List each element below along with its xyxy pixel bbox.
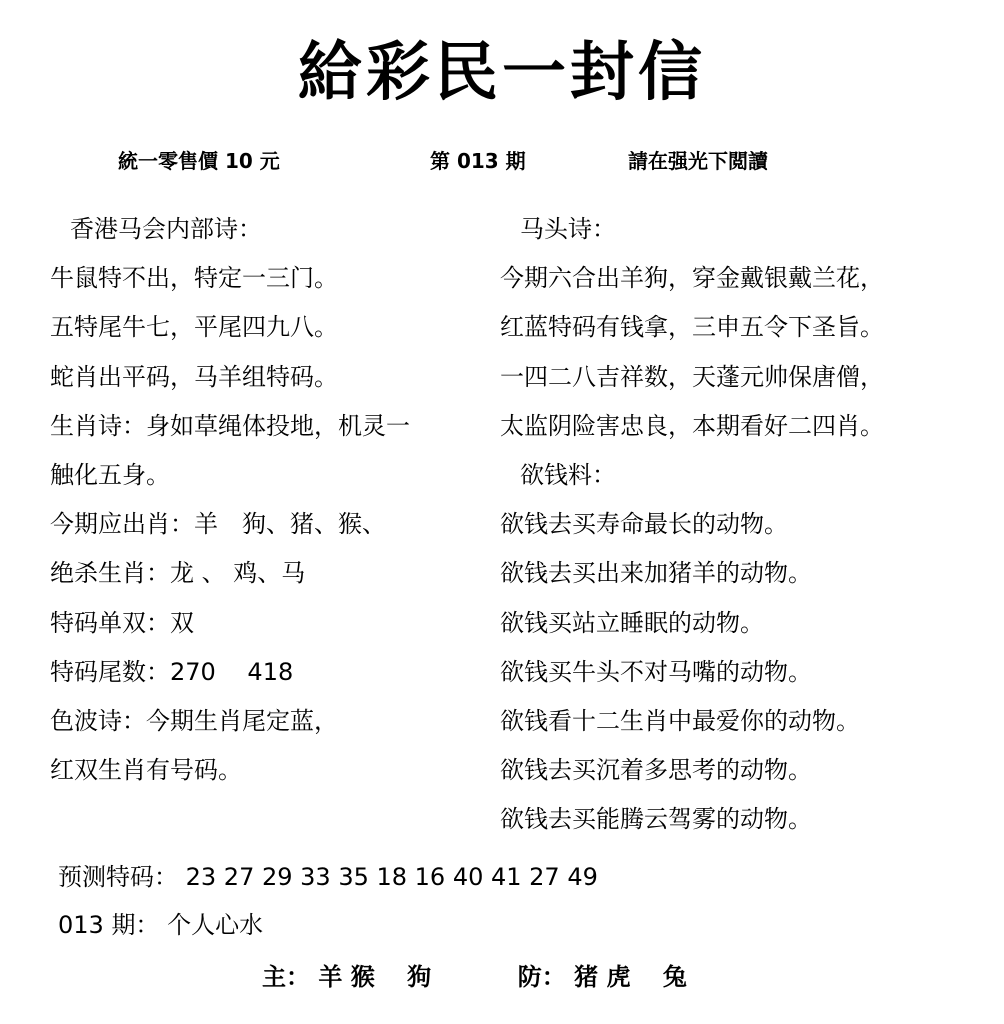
- poem-line: 红蓝特码有钱拿，三申五令下圣旨。: [500, 313, 884, 342]
- right-column: [500, 205, 980, 844]
- main-pick-line: [262, 955, 687, 999]
- forecast-numbers: 23 27 29 33 35 18 16 40 41 27 49: [185, 863, 598, 891]
- right-heading: 马头诗：: [520, 215, 616, 243]
- riddle-line: 欲钱买牛头不对马嘴的动物。: [500, 657, 812, 686]
- left-line: 特码尾数：270 418: [50, 657, 294, 686]
- left-line: 特码单双：双: [50, 608, 194, 637]
- left-column: [50, 205, 490, 795]
- fang-label: 防：: [517, 963, 566, 991]
- price-label: 統一零售價 10 元: [118, 149, 280, 173]
- zhu-label: 主：: [262, 963, 310, 991]
- riddle-line: 欲钱去买寿命最长的动物。: [500, 510, 788, 539]
- left-line: 蛇肖出平码，马羊组特码。: [50, 362, 338, 391]
- left-line: 红双生肖有号码。: [50, 756, 242, 785]
- riddle-line: 欲钱看十二生肖中最爱你的动物。: [500, 706, 860, 735]
- left-heading: 香港马会内部诗：: [70, 215, 262, 243]
- poem-line: 今期六合出羊狗，穿金戴银戴兰花，: [500, 264, 884, 293]
- reading-note: 請在强光下閲讀: [628, 149, 768, 173]
- right-heading-2: 欲钱料：: [520, 460, 616, 489]
- page-title: 給彩民一封信: [298, 36, 706, 110]
- forecast-label: 预测特码：: [58, 863, 178, 891]
- issue-line-text: 个人心水: [167, 911, 264, 939]
- riddle-line: 欲钱去买能腾云驾雾的动物。: [500, 805, 812, 834]
- zhu-values: 羊 猴 狗: [318, 963, 432, 991]
- forecast-line: [58, 855, 598, 899]
- left-line: 五特尾牛七，平尾四九八。: [50, 313, 338, 342]
- left-line: 生肖诗：身如草绳体投地，机灵一: [50, 411, 410, 440]
- poem-line: 一四二八吉祥数，天蓬元帅保唐僧，: [500, 362, 884, 391]
- left-line: 绝杀生肖：龙 、 鸡、马: [50, 559, 306, 588]
- issue-line: [58, 903, 263, 947]
- left-line: 触化五身。: [50, 460, 170, 489]
- issue-label: 第 013 期: [430, 149, 526, 173]
- riddle-line: 欲钱去买沉着多思考的动物。: [500, 756, 812, 785]
- left-line: 牛鼠特不出，特定一三门。: [50, 264, 338, 293]
- riddle-line: 欲钱买站立睡眠的动物。: [500, 608, 764, 637]
- fang-values: 猪 虎 兔: [574, 963, 687, 991]
- riddle-line: 欲钱去买出来加猪羊的动物。: [500, 559, 812, 588]
- poem-line: 太监阴险害忠良，本期看好二四肖。: [500, 411, 884, 440]
- left-line: 色波诗：今期生肖尾定蓝，: [50, 706, 338, 735]
- issue-line-label: 013 期：: [58, 911, 160, 939]
- left-line: 今期应出肖：羊 狗、猪、猴、: [50, 510, 386, 539]
